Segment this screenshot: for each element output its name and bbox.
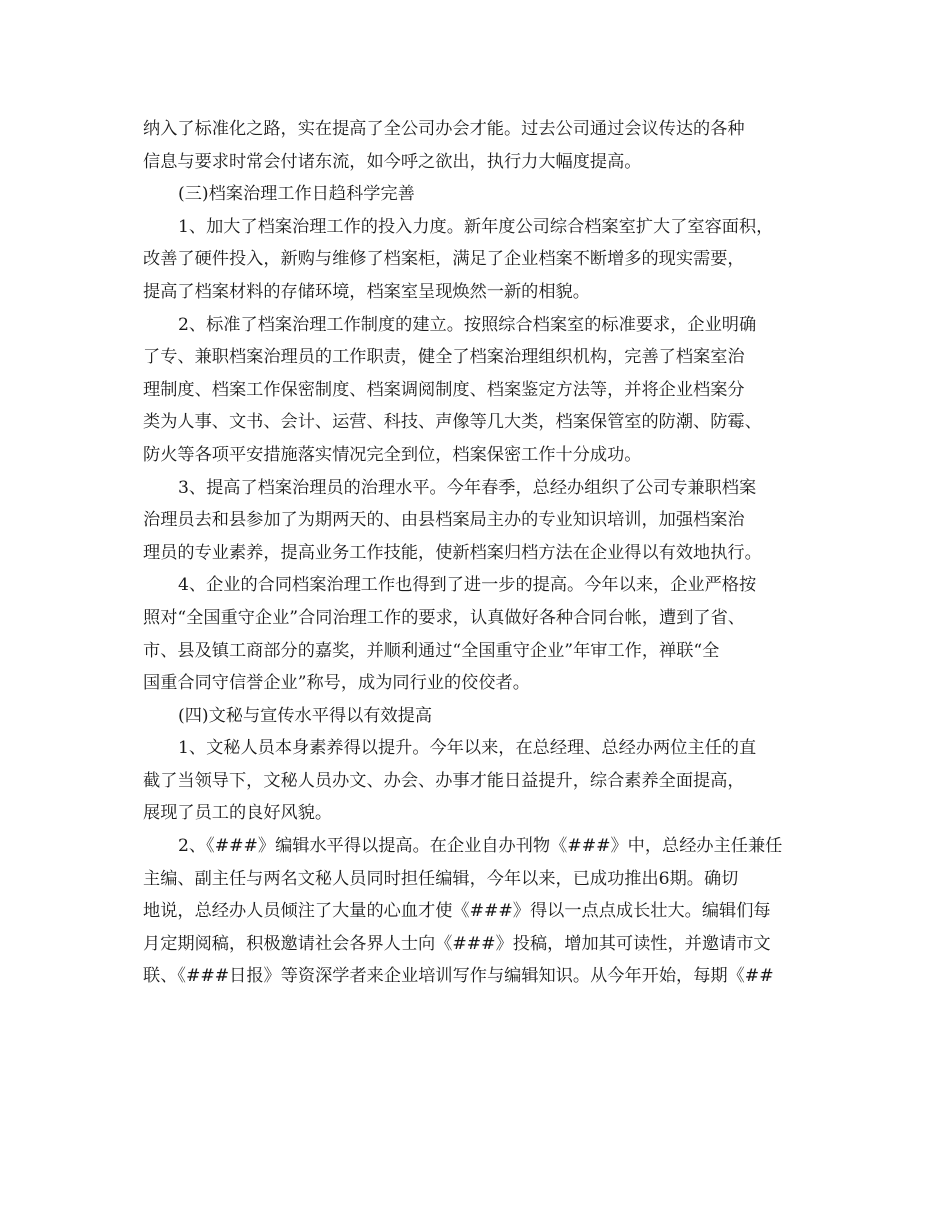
text-line: 展现了员工的良好风貌。	[143, 803, 333, 824]
text-line: 纳入了标准化之路，实在提高了全公司办会才能。过去公司通过会议传达的各种	[143, 119, 745, 139]
paragraph-first-line: 1、文秘人员本身素养得以提升。今年以来，在总经理、总经办两位主任的直	[178, 738, 757, 759]
paragraph-first-line: 3、提高了档案治理员的治理水平。今年春季，总经办组织了公司专兼职档案	[178, 477, 757, 498]
text-line: 地说，总经办人员倾注了大量的心血才使《###》得以一点点成长壮大。编辑们每	[143, 901, 771, 922]
text-line: 防火等各项平安措施落实情况完全到位，档案保密工作十分成功。	[143, 444, 642, 465]
paragraph-first-line: 1、加大了档案治理工作的投入力度。新年度公司综合档案室扩大了室容面积，	[178, 216, 774, 237]
text-line: 治理员去和县参加了为期两天的、由县档案局主办的专业知识培训，加强档案治	[143, 510, 745, 531]
text-line: 改善了硬件投入，新购与维修了档案柜，满足了企业档案不断增多的现实需要，	[143, 249, 745, 270]
body-text	[143, 113, 803, 993]
text-line: 主编、副主任与两名文秘人员同时担任编辑，今年以来，已成功推出6期。确切	[143, 868, 739, 889]
text-line: 提高了档案材料的存储环境，档案室呈现焕然一新的相貌。	[143, 281, 590, 302]
text-line: 截了当领导下，文秘人员办文、办会、办事才能日益提升，综合素养全面提高，	[143, 770, 745, 791]
paragraph-first-line: (三)档案治理工作日趋科学完善	[178, 184, 415, 205]
text-line: 理制度、档案工作保密制度、档案调阅制度、档案鉴定方法等，并将企业档案分	[143, 379, 745, 400]
text-line: 市、县及镇工商部分的嘉奖，并顺利通过“全国重守企业”年审工作，禅联“全	[143, 640, 720, 661]
paragraph-first-line: 4、企业的合同档案治理工作也得到了进一步的提高。今年以来，企业严格按	[178, 575, 757, 596]
paragraph-first-line: (四)文秘与宣传水平得以有效提高	[178, 705, 433, 726]
text-line: 国重合同守信誉企业”称号，成为同行业的佼佼者。	[143, 673, 530, 694]
text-line: 类为人事、文书、会计、运营、科技、声像等几大类，档案保管室的防潮、防霉、	[143, 412, 762, 433]
text-line: 理员的专业素养，提高业务工作技能，使新档案归档方法在企业得以有效地执行。	[143, 542, 762, 563]
text-line: 联、《###日报》等资深学者来企业培训写作与编辑知识。从今年开始，每期《##	[143, 966, 774, 987]
text-line: 信息与要求时常会付诸东流，如今呼之欲出，执行力大幅度提高。	[143, 151, 642, 172]
text-line: 照对“全国重守企业”合同治理工作的要求，认真做好各种合同台帐，遭到了省、	[143, 607, 745, 628]
paragraph-first-line: 2、《###》编辑水平得以提高。在企业自办刊物《###》中，总经办主任兼任	[178, 836, 783, 857]
text-line: 月定期阅稿，积极邀请社会各界人士向《###》投稿，增加其可读性，并邀请市文	[143, 933, 771, 954]
text-line: 了专、兼职档案治理员的工作职责，健全了档案治理组织机构，完善了档案室治	[143, 347, 745, 368]
paragraph-first-line: 2、标准了档案治理工作制度的建立。按照综合档案室的标准要求，企业明确	[178, 314, 757, 335]
